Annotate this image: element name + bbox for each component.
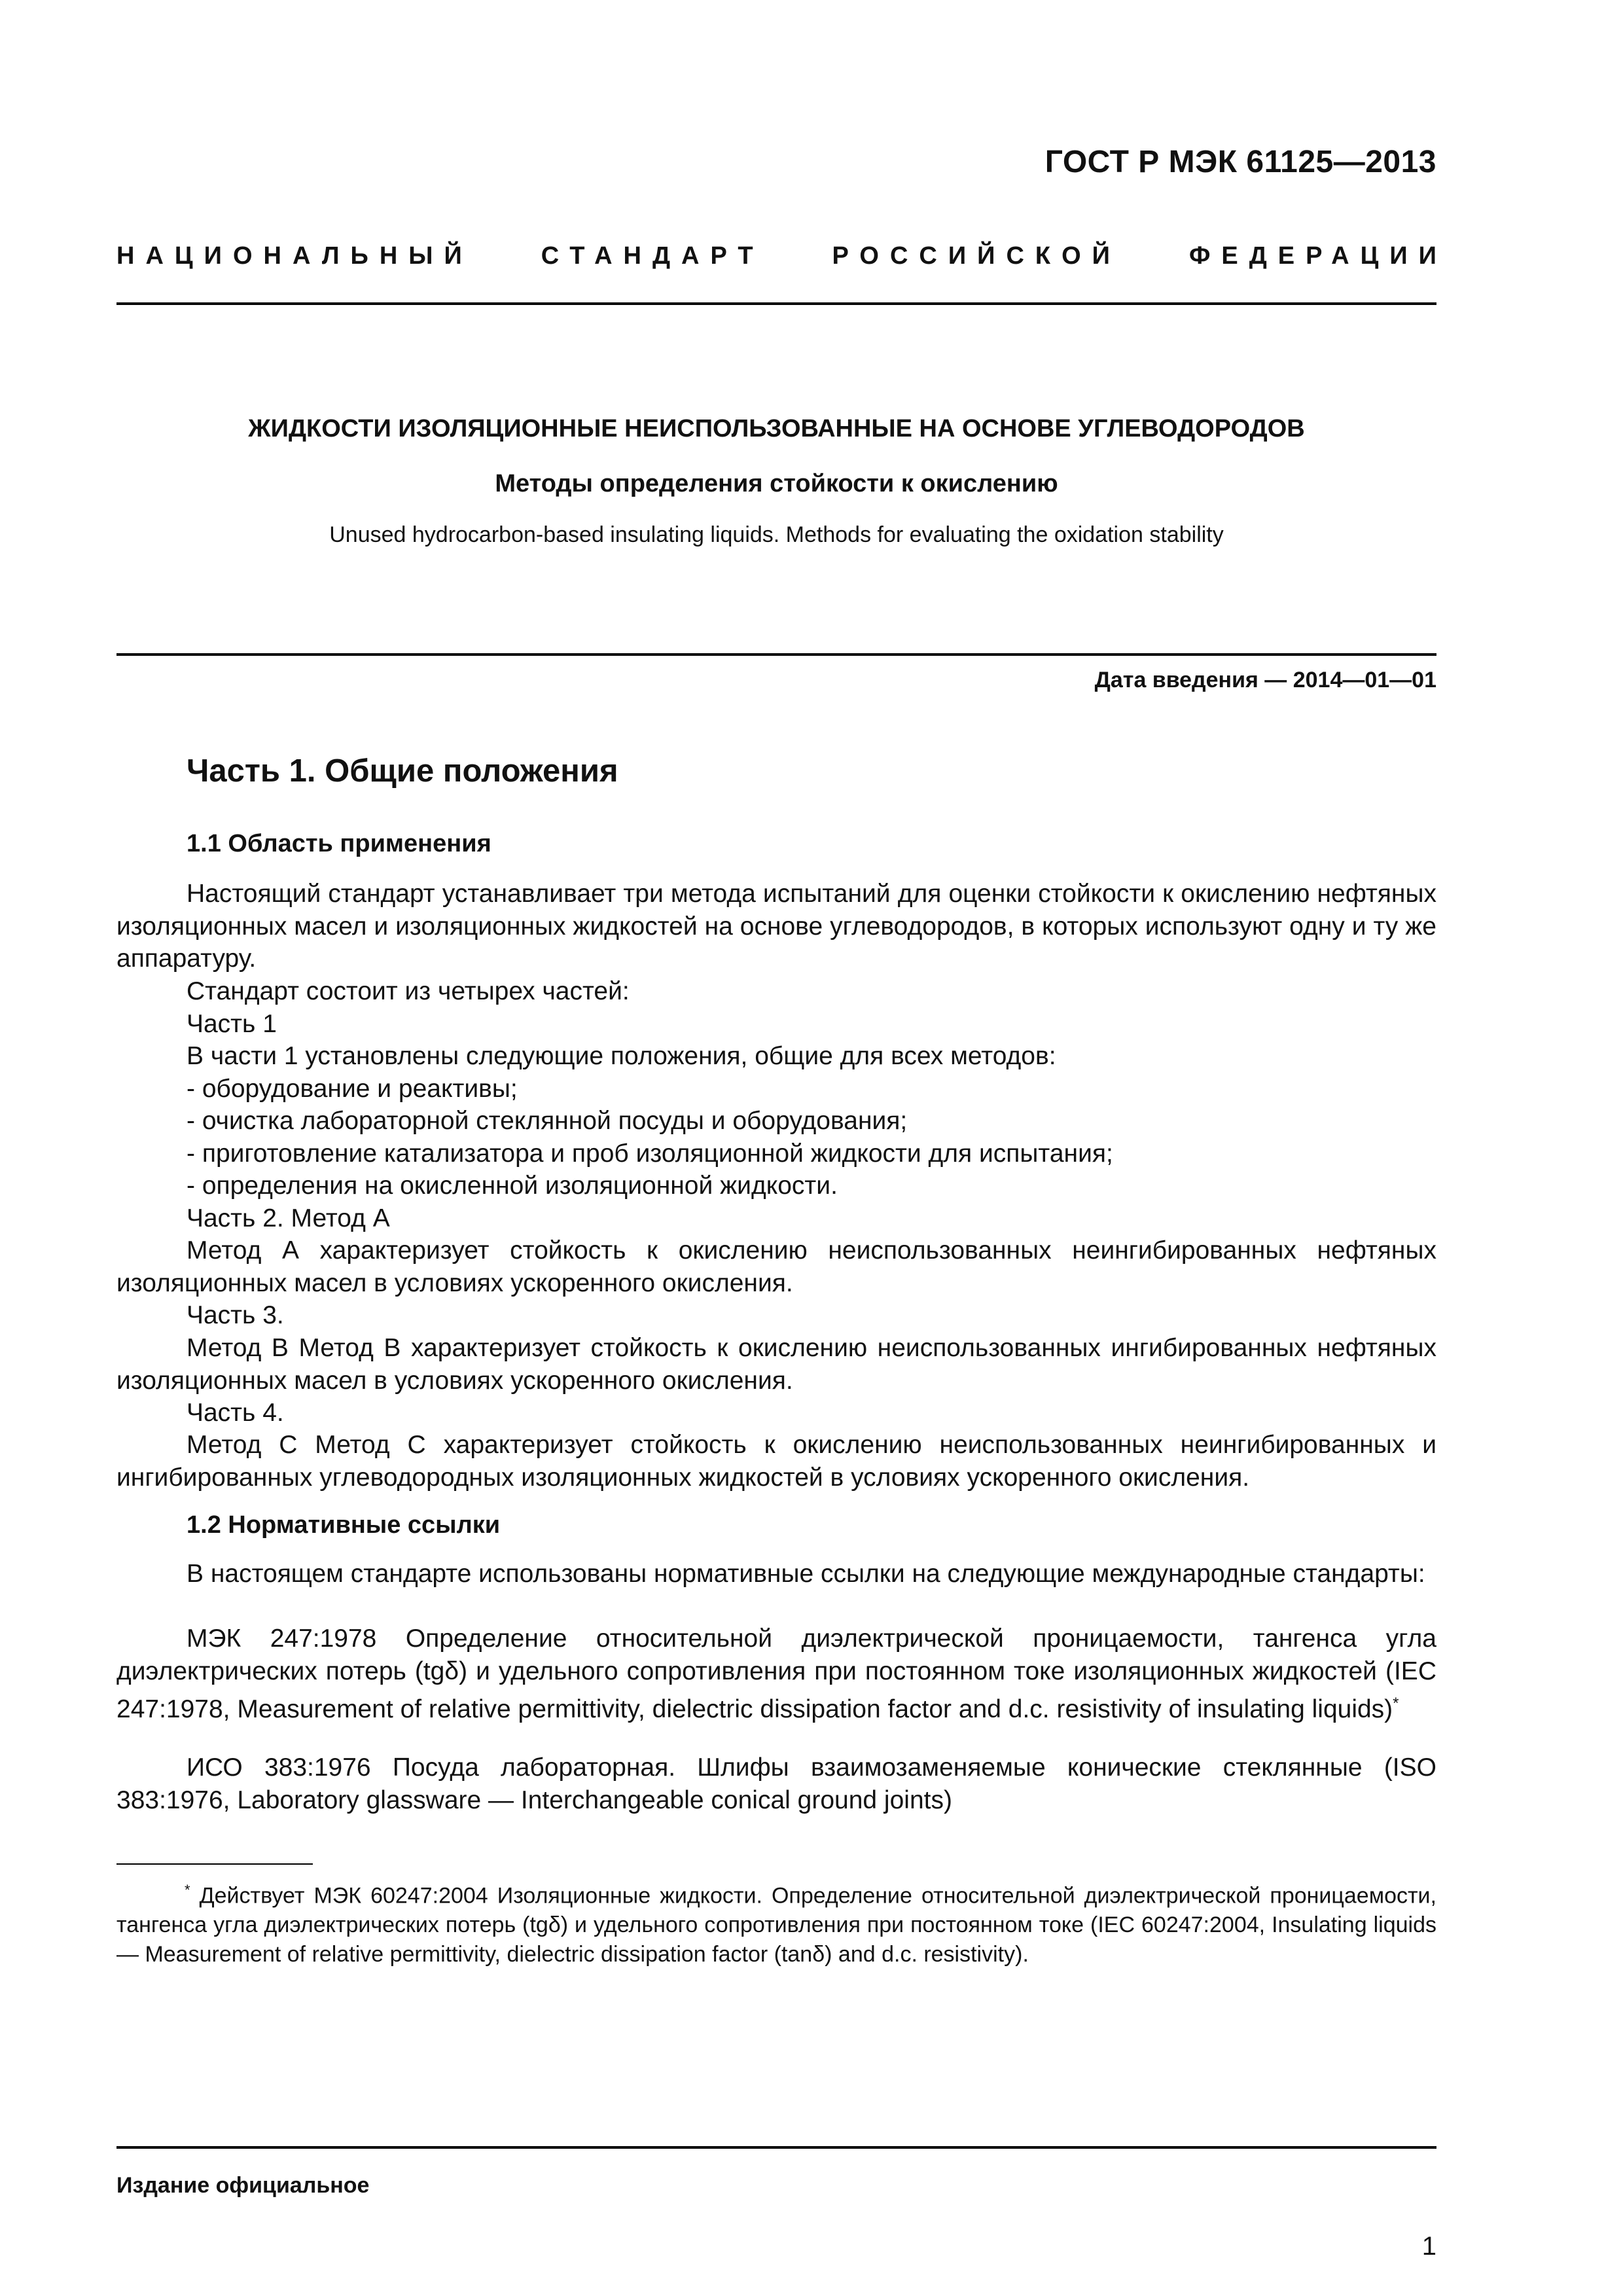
list-item: - приготовление катализатора и проб изоляционной жидкости для испытания; xyxy=(187,1139,1113,1168)
footnote xyxy=(116,1875,1436,1969)
edition-label: Издание официальное xyxy=(116,2173,370,2198)
document-title: ЖИДКОСТИ ИЗОЛЯЦИОННЫЕ НЕИСПОЛЬЗОВАННЫЕ НА ОСНОВЕ УГЛЕВОДОРОДОВ xyxy=(248,415,1305,442)
document-subtitle: Методы определения стойкости к окислению xyxy=(495,470,1058,497)
part-label: Часть 4. xyxy=(187,1399,284,1427)
part-label: Часть 3. xyxy=(187,1301,284,1329)
header-divider xyxy=(116,302,1436,305)
reference-item xyxy=(116,1623,1436,1726)
title-divider xyxy=(116,653,1436,656)
reference-text: МЭК 247:1978 Определение относительной диэлектрической проницаемости, тангенса угла диэлектрических потерь (tgδ) и удельного сопротивления при постоянном токе изоляционных жидкостей (IEC 247:1978, Measurement of relative permittivity, dielectric dissipation factor and d.c. resistivity of insulating liquids) xyxy=(116,1624,1436,1723)
paragraph: Метод А характеризует стойкость к окислению неиспользованных неингибированных нефтяных изоляционных масел в условиях ускоренного окисления. xyxy=(116,1236,1436,1297)
document-title-english: Unused hydrocarbon-based insulating liquids. Methods for evaluating the oxidation stability xyxy=(329,522,1224,547)
footnote-divider xyxy=(116,1863,313,1865)
list-item: - очистка лабораторной стеклянной посуды и оборудования; xyxy=(187,1107,908,1135)
list-item: - оборудование и реактивы; xyxy=(187,1075,518,1103)
paragraph: В настоящем стандарте использованы нормативные ссылки на следующие международные стандарты: xyxy=(187,1560,1425,1588)
part-label: Часть 1 xyxy=(187,1010,277,1038)
national-word: ФЕДЕРАЦИИ xyxy=(1188,242,1448,270)
paragraph: Метод С Метод С характеризует стойкость к окислению неиспользованных неингибированных и ингибированных углеводородных изоляционных жидкостей в условиях ускоренного окисления. xyxy=(116,1431,1436,1492)
footnote-text: Действует МЭК 60247:2004 Изоляционные жидкости. Определение относительной диэлектрической проницаемости, тангенса угла диэлектрических потерь (tgδ) и удельного сопротивления при постоянном токе (IEC 60247:2004, Insulating liquids — Measurement of relative permittivity, dielectric dissipation factor (tanδ) and d.c. resistivity). xyxy=(116,1883,1436,1967)
section-heading-scope: 1.1 Область применения xyxy=(187,830,491,857)
paragraph: В части 1 установлены следующие положения, общие для всех методов: xyxy=(187,1042,1056,1070)
part-heading: Часть 1. Общие положения xyxy=(187,753,618,789)
document-number: ГОСТ Р МЭК 61125—2013 xyxy=(1044,145,1436,179)
paragraph: Метод В Метод В характеризует стойкость к окислению неиспользованных ингибированных нефтяных изоляционных масел в условиях ускоренного окисления. xyxy=(116,1334,1436,1395)
list-item: - определения на окисленной изоляционной жидкости. xyxy=(187,1172,838,1200)
footnote-marker: * xyxy=(185,1882,190,1898)
national-word: РОССИЙСКОЙ xyxy=(832,242,1121,270)
footer-divider xyxy=(116,2146,1436,2149)
introduction-date: Дата введения — 2014—01—01 xyxy=(1094,668,1436,692)
paragraph: Настоящий стандарт устанавливает три метода испытаний для оценки стойкости к окислению нефтяных изоляционных масел и изоляционных жидкостей на основе углеводородов, в которых используют одну и ту же аппаратуру. xyxy=(116,880,1436,973)
national-word: НАЦИОНАЛЬНЫЙ xyxy=(116,242,473,270)
page-number: 1 xyxy=(1421,2232,1436,2261)
part-label: Часть 2. Метод А xyxy=(187,1204,390,1232)
section-heading-references: 1.2 Нормативные ссылки xyxy=(187,1511,501,1539)
footnote-marker: * xyxy=(1393,1695,1399,1712)
reference-item: ИСО 383:1976 Посуда лабораторная. Шлифы взаимозаменяемые конические стеклянные (ISO 383:1976, Laboratory glassware — Interchangeable conical ground joints) xyxy=(116,1753,1436,1814)
national-word: СТАНДАРТ xyxy=(541,242,764,270)
paragraph: Стандарт состоит из четырех частей: xyxy=(187,977,630,1005)
national-standard-line xyxy=(116,242,1448,270)
